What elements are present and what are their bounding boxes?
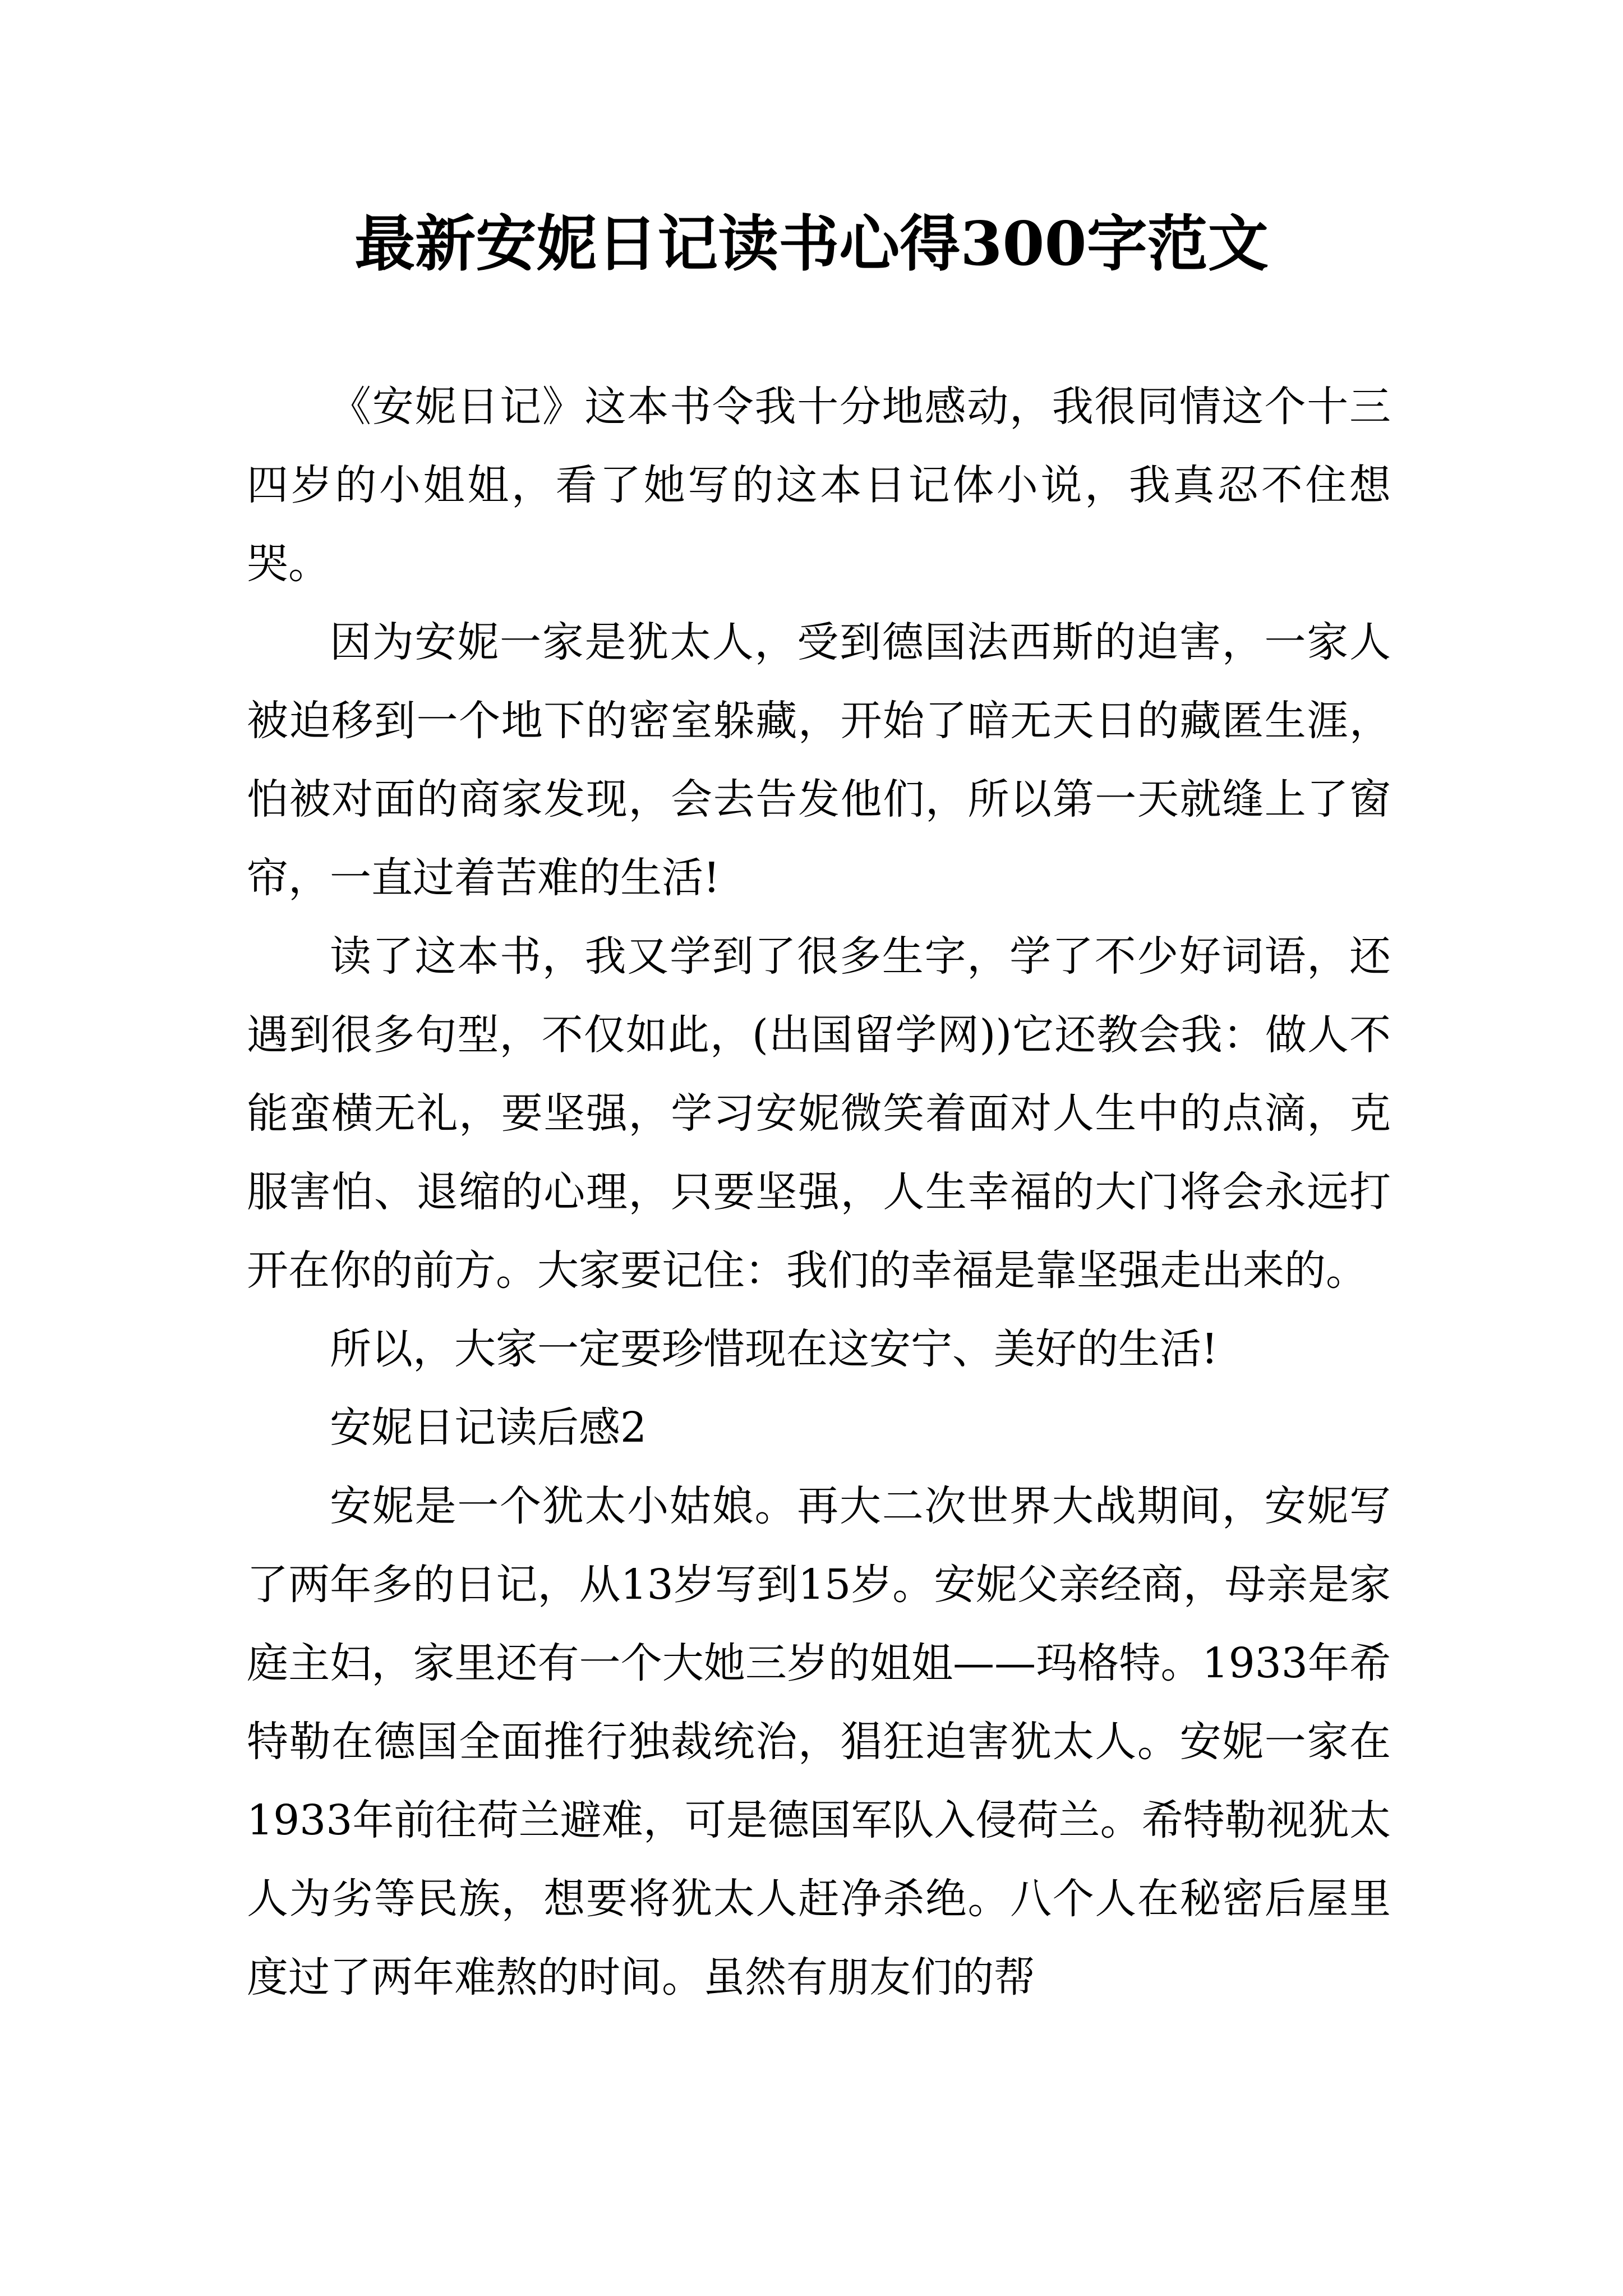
section-heading: 安妮日记读后感2: [330, 1404, 647, 1452]
paragraph-5: 安妮是一个犹太小姑娘。再大二次世界大战期间，安妮写了两年多的日记，从13岁写到15岁。安妮父亲经商，母亲是家庭主妇，家里还有一个大她三岁的姐姐——玛格特。1933年希特勒在德国全面推行独裁统治，猖狂迫害犹太人。安妮一家在1933年前往荷兰避难，可是德国军队入侵荷兰。希特勒视犹太人为劣等民族，想要将犹太人赶净杀绝。八个人在秘密后屋里度过了两年难熬的时间。虽然有朋友们的帮: [247, 1482, 1391, 2001]
paragraph-1: 《安妮日记》这本书令我十分地感动，我很同情这个十三四岁的小姐姐，看了她写的这本日记体小说，我真忍不住想哭。: [247, 383, 1391, 588]
paragraph-3: 读了这本书，我又学到了很多生字，学了不少好词语，还遇到很多句型，不仅如此，(出国留学网))它还教会我：做人不能蛮横无礼，要坚强，学习安妮微笑着面对人生中的点滴，克服害怕、退缩的心理，只要坚强，人生幸福的大门将会永远打开在你的前方。大家要记住：我们的幸福是靠坚强走出来的。: [247, 932, 1391, 1295]
paragraph-2: 因为安妮一家是犹太人，受到德国法西斯的迫害，一家人被迫移到一个地下的密室躲藏，开始了暗无天日的藏匿生涯，怕被对面的商家发现，会去告发他们，所以第一天就缝上了窗帘，一直过着苦难的生活!: [247, 618, 1391, 902]
document-body: [247, 367, 1391, 2017]
document-title: 最新安妮日记读书心得300字范文: [354, 209, 1269, 279]
paragraph-4: 所以，大家一定要珍惜现在这安宁、美好的生活!: [330, 1325, 1218, 1373]
